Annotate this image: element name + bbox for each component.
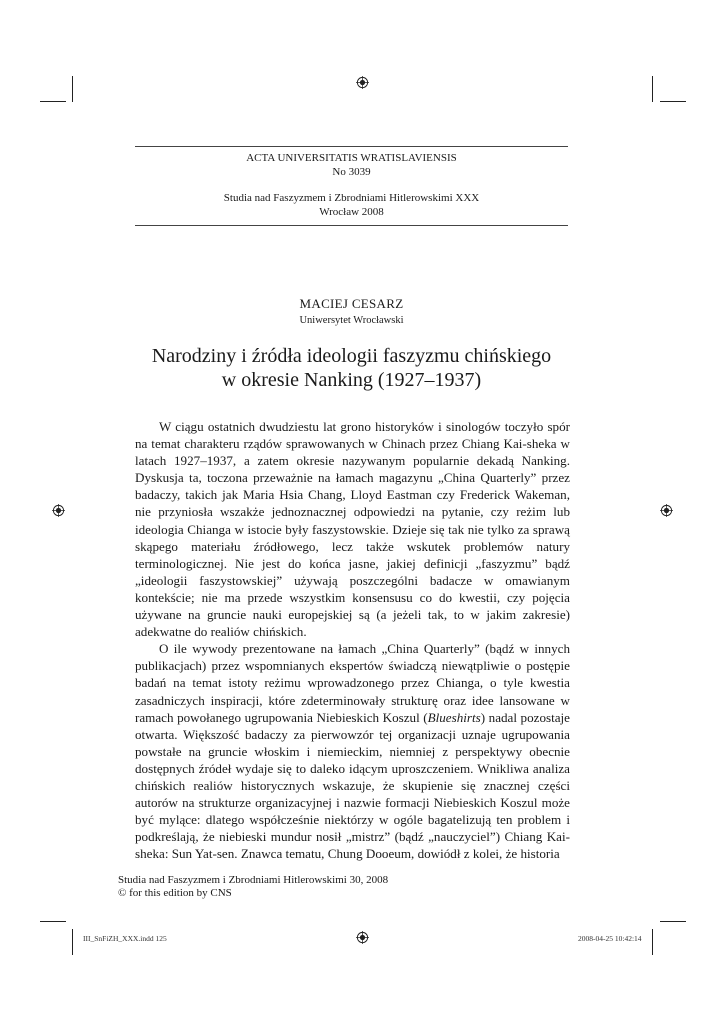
paragraph-2-text-a: O ile wywody prezentowane na łamach „China Quarterly” (bądź w innych publikacjach) przez wspomnianych ekspertów świadczą niewątpliwie o postępie badań na temat istoty reżimu wprowadzonego przez Chianga, o tyle kwestia zasadniczych inspiracji, które zdeterminowały strukturę oraz idee lansowane w ramach powołanego ugrupowania Niebieskich Koszul ( xyxy=(135,641,570,725)
header-rule-bottom xyxy=(135,225,568,226)
title-line-2: w okresie Nanking (1927–1937) xyxy=(221,369,482,391)
article-title xyxy=(135,344,568,392)
author-name: MACIEJ CESARZ xyxy=(299,296,404,311)
crop-mark xyxy=(72,76,73,102)
series-name: ACTA UNIVERSITATIS WRATISLAVIENSIS xyxy=(246,152,457,164)
crop-mark xyxy=(40,101,66,102)
crop-mark xyxy=(652,929,653,955)
slug-datetime: 2008-04-25 10:42:14 xyxy=(578,934,642,943)
footer-copyright: © for this edition by CNS xyxy=(118,887,232,899)
author-affiliation: Uniwersytet Wrocławski xyxy=(299,315,404,326)
paragraph-2-italic: Blueshirts xyxy=(427,709,481,725)
place-year: Wrocław 2008 xyxy=(319,206,384,218)
registration-mark-icon xyxy=(660,504,673,517)
series-number: No 3039 xyxy=(332,166,371,178)
copyright-footer xyxy=(118,874,388,900)
article-body xyxy=(135,418,570,862)
title-line-1: Narodziny i źródła ideologii faszyzmu chińskiego xyxy=(151,345,552,367)
crop-mark xyxy=(72,929,73,955)
journal-name: Studia nad Faszyzmem i Zbrodniami Hitlerowskimi XXX xyxy=(223,192,480,204)
crop-mark xyxy=(660,101,686,102)
header-rule-top xyxy=(135,146,568,147)
slug-filename: III_SnFiZH_XXX.indd 125 xyxy=(83,934,167,943)
registration-mark-icon xyxy=(52,504,65,517)
paragraph-2-text-b: ) nadal pozostaje otwarta. Większość badaczy za pierwowzór tej organizacji uznaje ugrupowania powstałe na gruncie włoskim i niemieckim, niemniej z perspektywy obecnie dostępnych źródeł wydaje się to daleko idącym uproszczeniem. Wnikliwa analiza chińskich realiów historycznych wskazuje, że skupienie się znacznej części autorów na strukturze organizacyjnej i nazwie formacji Niebieskich Koszul może być mylące: dlatego współcześnie niektórzy w ogóle bagatelizują ten problem i podkreślają, że niebieski mundur nosił „mistrz” (bądź „nauczyciel”) Chiang Kai-sheka: Sun Yat-sen. Znawca tematu, Chung Dooeum, dowiódł z kolei, że historia xyxy=(135,709,570,862)
registration-mark-icon xyxy=(356,931,369,944)
crop-mark xyxy=(40,921,66,922)
crop-mark xyxy=(660,921,686,922)
footer-journal: Studia nad Faszyzmem i Zbrodniami Hitlerowskimi 30, 2008 xyxy=(118,874,389,886)
crop-mark xyxy=(652,76,653,102)
paragraph-1: W ciągu ostatnich dwudziestu lat grono historyków i sinologów toczyło spór na temat charakteru rządów sprawowanych w Chinach przez Chiang Kai-sheka w latach 1927–1937, a zatem okresie nazywanym popularnie dekadą Nanking. Dyskusja ta, toczona przeważnie na łamach magazynu „China Quarterly” przez badaczy, takich jak Maria Hsia Chang, Lloyd Eastman czy Frederick Wakeman, nie przyniosła wszakże jednoznacznej odpowiedzi na pytanie, czy reżim lub ideologia Chianga w istocie były faszystowskie. Dzieje się tak nie tylko za sprawą skąpego materiału źródłowego, lecz także wskutek problemów natury terminologicznej. Nie jest do końca jasne, jakiej definicji „faszyzmu” bądź „ideologii faszystowskiej” używają poszczególni badacze w omawianym kontekście; nie ma przede wszystkim konsensusu co do kwestii, czy pojęcia używane na gruncie nauki europejskiej są (a jeżeli tak, to w jakim zakresie) adekwatne do realiów chińskich. xyxy=(135,419,570,640)
paragraph-2 xyxy=(135,640,570,862)
registration-mark-icon xyxy=(356,76,369,89)
